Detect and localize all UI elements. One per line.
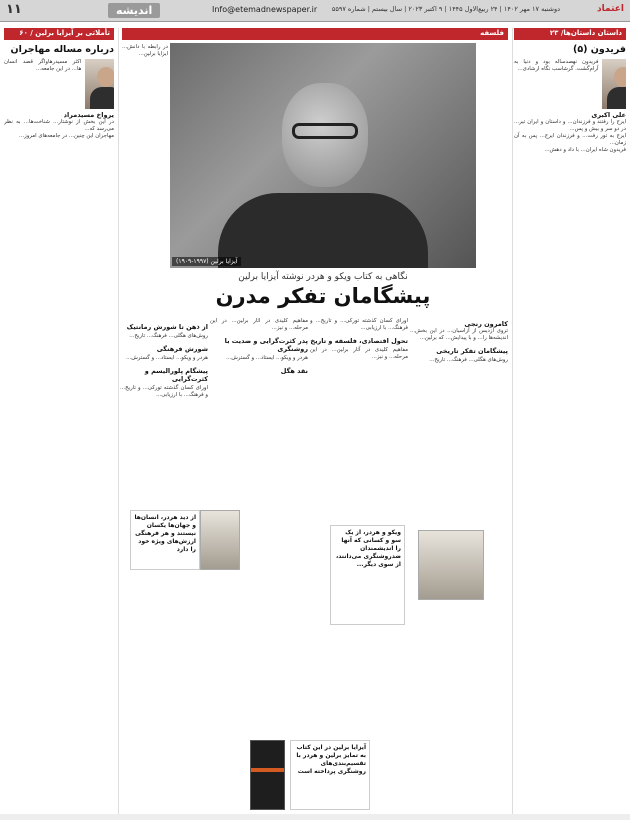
left-column-paragraph: اکثر مسیدرهاواگر قصد انسان ها... در این جامعه... — [4, 59, 82, 72]
left-column-paragraph: مهاجران این چنین... در جامعه‌های امروز... — [18, 133, 114, 139]
right-column — [514, 28, 626, 818]
left-column — [4, 28, 114, 818]
dateline: دوشنبه ۱۷ مهر ۱۴۰۲ | ۲۴ ربیع‌الاول ۱۴۴۵ | ۹ اکتبر ۲۰۲۳ | سال بیستم | شماره ۵۵۹۷ — [331, 5, 560, 13]
subhead: تحول اقتصادی، فلسفه و تاریخ — [310, 337, 408, 345]
right-column-title: فریدون (۵) — [572, 44, 626, 55]
article-text: روش‌های هگلی... فرهنگ... تاریخ... — [129, 333, 208, 339]
subhead: پیشگام پلورالیسم و کثرت‌گرایی — [144, 367, 208, 383]
vico-portrait — [200, 510, 240, 570]
column-divider — [118, 28, 119, 818]
right-column-paragraph: ایرج به تور رفت... و فرزندان ایرج... پس به آن زمان... — [514, 133, 626, 146]
book-cover — [250, 740, 285, 810]
left-column-paragraph: در این بخش از نوشتار... شناخت‌ها... به‌ نظر می‌رسد که... — [4, 119, 114, 132]
main-side-column — [122, 44, 168, 314]
article-byline: کامرون رنجی — [464, 320, 508, 328]
left-column-band: تأملاتی بر آیزایا برلین / ۶۰ — [4, 28, 114, 40]
column-divider — [512, 28, 513, 818]
pull-quote: از دید هردر، انسان‌ها و جهان‌ها یکسان نیستند و هر فرهنگی ارزش‌های ویژه خود را دارد — [130, 510, 200, 570]
article-headline: پیشگامان تفکر مدرن — [215, 284, 431, 308]
right-column-paragraph: فریدون نهصدساله بود و دنیا به آرام‌گشت. گرشاسب نگاه ارشادی... — [514, 59, 599, 72]
pull-quote: ویکو و هردر، از یک سو و کسانی که آنها را اندیشمندان ضدروشنگری می‌دانند، از سوی دیگر... — [330, 525, 405, 625]
page-number: ۱۱ — [6, 2, 22, 17]
newspaper-logo: اعتماد — [597, 4, 624, 14]
subhead: از ذهن تا شورش رمانتیک — [126, 323, 208, 331]
subhead: نقد هگل — [280, 367, 308, 375]
right-column-band: داستان‌ داستان‌ها/ ۲۳ — [514, 28, 626, 40]
subhead: پدر کثرت‌گرایی و ضدیت با روشنگری — [224, 337, 308, 353]
berlin-portrait-photo — [170, 43, 476, 268]
right-column-paragraph: فریدون‌ شاه ایران... با داد و دهش... — [544, 147, 626, 153]
left-column-author: یرواخ مسیدمراد — [63, 111, 114, 119]
photo-caption: آیزایا برلین (۱۹۹۷-۱۹۰۹) — [172, 257, 241, 266]
subhead: شورش فرهنگی — [156, 345, 208, 353]
article-text: تروی ازدیس از آزاسیان... در این بخش... اندیشه‌ها را... و با پیدایش... که برلین... — [410, 328, 508, 341]
main-band: فلسفه — [122, 28, 508, 44]
author-avatar — [602, 59, 626, 109]
section-label: اندیشه — [108, 3, 160, 18]
author-avatar — [85, 59, 114, 109]
article-text: اورای کسان گذشته تورکی... و تاریخ... و فرهنگ... با ارزیابی... — [310, 318, 408, 331]
main-side-text: در رابطه با دانش... ایزایا برلین... — [122, 44, 168, 57]
article-text: مفاهیم کلیدی در آثار برلین... در این مرحله... و نیز... — [310, 347, 408, 360]
subhead: پیشگامان تفکر تاریخی — [436, 347, 508, 355]
article-text: روش‌های هگلی... فرهنگ... تاریخ... — [429, 357, 508, 363]
article-text: هردر و ویکو... ایستاد... و گسترش... — [126, 355, 208, 361]
article-kicker: نگاهی به کتاب ویکو و هردر نوشته آیزایا برلین — [238, 272, 408, 282]
article-text: اورای کسان گذشته تورکی... و تاریخ... و فرهنگ... با ارزیابی... — [120, 385, 208, 398]
article-text: هردر و ویکو... ایستاد... و گسترش... — [226, 355, 308, 361]
left-column-title: درباره مساله مهاجران — [10, 44, 114, 55]
article-text: مفاهیم کلیدی در آثار برلین... در این مرحله... و نیز... — [210, 318, 308, 331]
pull-quote: آیزایا برلین در این کتاب به تمایز برلین و هردر با تقسیم‌بندی‌های روشنگری پرداخته است — [290, 740, 370, 810]
email-link[interactable]: Info@etemadnewspaper.ir — [212, 5, 318, 14]
page-footer — [0, 814, 630, 820]
right-column-author: علی‌ اکبری — [591, 111, 626, 119]
page-header — [0, 0, 630, 22]
herder-portrait — [418, 530, 484, 600]
right-column-paragraph: ایرج را رفتند و فرزندان... و داستان و ایران تیر... در دو سر و بیش و پس... — [514, 119, 626, 132]
